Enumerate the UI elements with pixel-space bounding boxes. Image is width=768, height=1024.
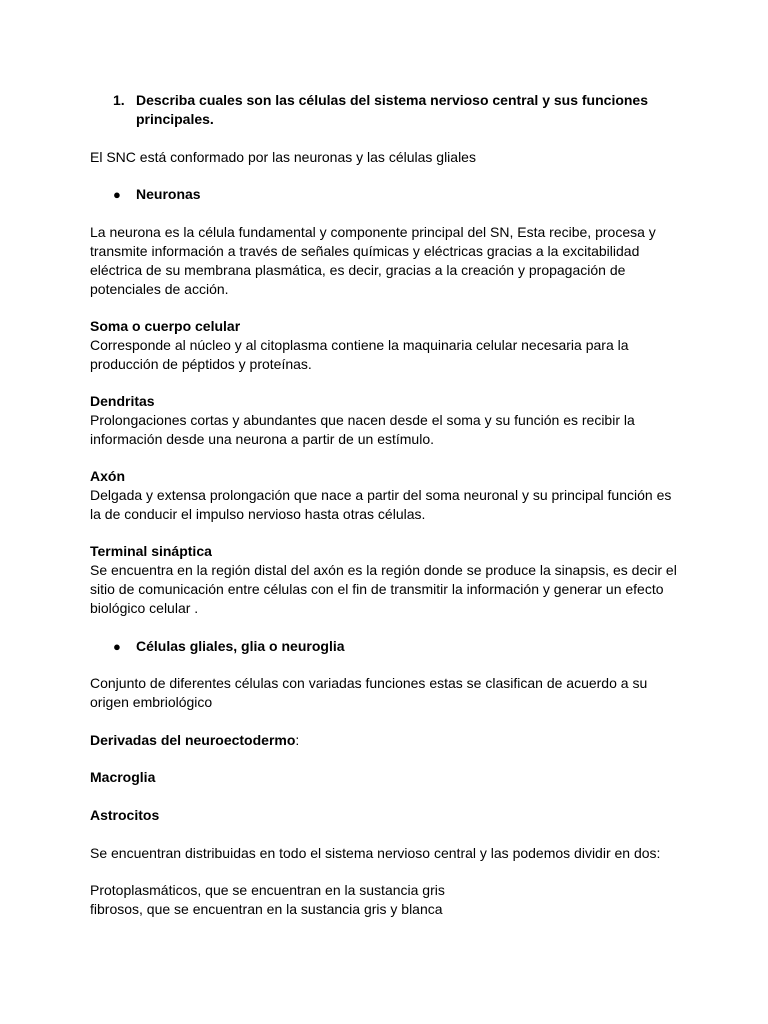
paragraph-line: origen embriológico xyxy=(90,694,213,710)
bullet-icon: ● xyxy=(113,187,121,202)
question-line: principales. xyxy=(136,111,214,127)
glia-paragraph xyxy=(90,674,680,712)
bullet-heading-neuronas: Neuronas xyxy=(136,186,201,202)
paragraph-line: eléctrica de su membrana plasmática, es decir, gracias a la creación y propagación de xyxy=(90,262,626,278)
astrocitos-heading: Astrocitos xyxy=(90,807,160,823)
intro-paragraph: El SNC está conformado por las neuronas y las células gliales xyxy=(90,149,476,165)
derivadas-bold: Derivadas del neuroectodermo xyxy=(90,732,296,748)
axon-section xyxy=(90,467,680,524)
section-heading: Terminal sináptica xyxy=(90,543,212,559)
paragraph-line: información desde una neurona a partir de un estímulo. xyxy=(90,431,434,447)
question-heading xyxy=(136,91,676,129)
derivadas-suffix: : xyxy=(295,732,300,748)
terminal-section xyxy=(90,542,680,618)
astrocitos-types xyxy=(90,881,680,919)
paragraph-line: potenciales de acción. xyxy=(90,281,229,297)
question-number: 1. xyxy=(113,92,125,108)
section-heading: Soma o cuerpo celular xyxy=(90,318,241,334)
paragraph-line: Prolongaciones cortas y abundantes que nacen desde el soma y su función es recibir la xyxy=(90,412,635,428)
paragraph-line: Conjunto de diferentes células con variadas funciones estas se clasifican de acuerdo a su xyxy=(90,675,648,691)
paragraph-line: producción de péptidos y proteínas. xyxy=(90,356,312,372)
paragraph-line: la de conducir el impulso nervioso hasta otras células. xyxy=(90,506,426,522)
paragraph-line: Corresponde al núcleo y al citoplasma contiene la maquinaria celular necesaria para la xyxy=(90,337,629,353)
paragraph-line: transmite información a través de señales químicas y eléctricas gracias a la excitabilidad xyxy=(90,243,640,259)
soma-section xyxy=(90,317,680,374)
paragraph-line: sitio de comunicación entre células con el fin de transmitir la información y generar un efecto xyxy=(90,581,664,597)
list-item: fibrosos, que se encuentran en la sustancia gris y blanca xyxy=(90,901,443,917)
paragraph-line: La neurona es la célula fundamental y componente principal del SN, Esta recibe, procesa y xyxy=(90,224,656,240)
paragraph-line: Delgada y extensa prolongación que nace a partir del soma neuronal y su principal función es xyxy=(90,487,672,503)
question-line: Describa cuales son las células del sistema nervioso central y sus funciones xyxy=(136,92,649,108)
section-heading: Dendritas xyxy=(90,393,155,409)
bullet-icon: ● xyxy=(113,639,121,654)
list-item: Protoplasmáticos, que se encuentran en la sustancia gris xyxy=(90,882,445,898)
paragraph-line: Se encuentra en la región distal del axón es la región donde se produce la sinapsis, es decir el xyxy=(90,562,677,578)
derivadas-heading xyxy=(90,731,680,750)
paragraph-line: biológico celular . xyxy=(90,600,199,616)
astrocitos-intro: Se encuentran distribuidas en todo el sistema nervioso central y las podemos dividir en dos: xyxy=(90,845,661,861)
macroglia-heading: Macroglia xyxy=(90,769,156,785)
neurona-paragraph xyxy=(90,223,680,299)
section-heading: Axón xyxy=(90,468,125,484)
bullet-heading-gliales: Células gliales, glia o neuroglia xyxy=(136,638,345,654)
dendritas-section xyxy=(90,392,680,449)
